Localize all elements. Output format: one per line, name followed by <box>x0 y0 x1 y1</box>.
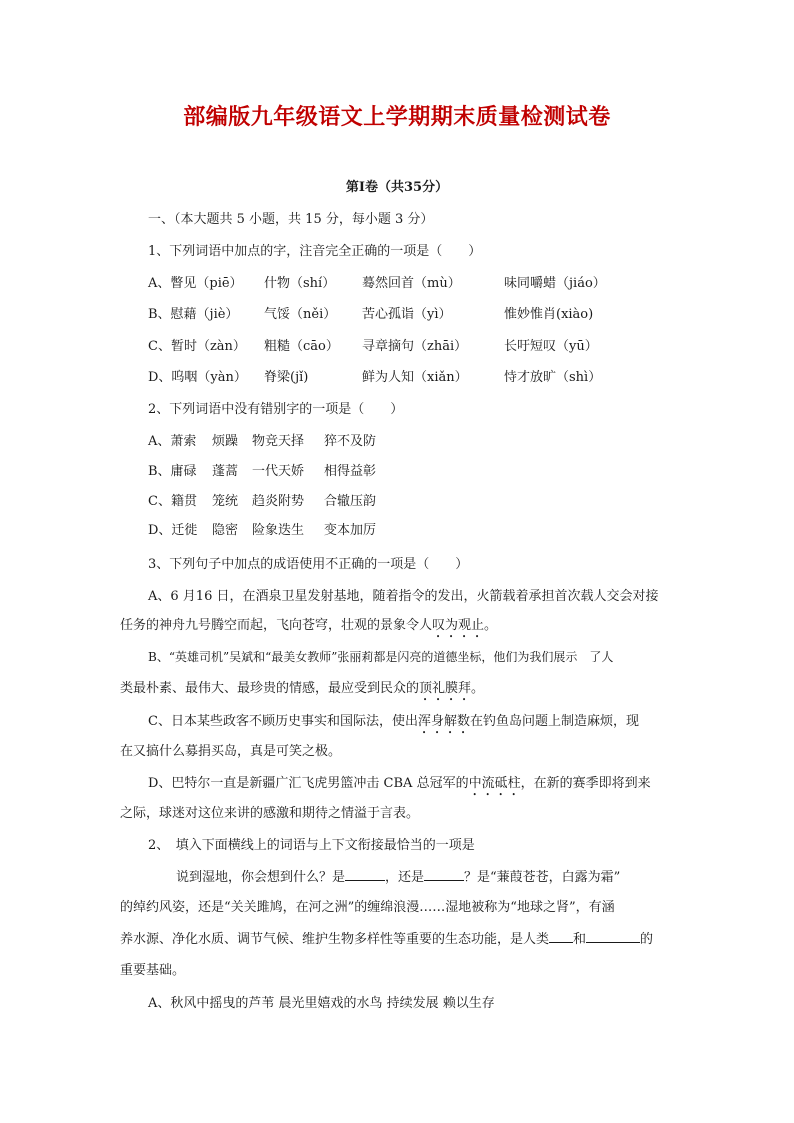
question-3-option-d-line1 <box>148 772 651 799</box>
option-item: 趋炎附势 <box>252 494 305 509</box>
option-item: D、迁徙 <box>148 523 198 538</box>
option-item: 鲜为人知（xiǎn） <box>362 370 468 385</box>
question-2-option-c <box>148 490 376 509</box>
answer-blank[interactable] <box>345 868 385 881</box>
option-item: 物竞天择 <box>252 434 305 449</box>
document-title: 部编版九年级语文上学期期末质量检测试卷 <box>183 104 611 130</box>
question-1-option-a <box>148 272 606 291</box>
option-item: B、庸碌 <box>148 464 197 479</box>
question-3-option-a-line1: A、6 月16 日，在酒泉卫星发射基地，随着指令的发出，火箭载着承担首次载人交会对接 <box>148 589 659 604</box>
option-item: 笼统 <box>212 494 239 509</box>
question-2-option-a <box>148 430 376 449</box>
text-segment: 和 <box>573 932 587 947</box>
question-3-option-c-line1 <box>148 710 639 737</box>
text-segment: 任务的神舟九号腾空而起，飞向苍穹，壮观的景象令人 <box>120 618 433 633</box>
option-item: 惟妙惟肖(xiào) <box>504 307 594 322</box>
option-item: 蓬蒿 <box>212 464 239 479</box>
question-3-option-c-line2: 在又搞什么募捐买岛，真是可笑之极。 <box>120 744 342 759</box>
text-segment: 。 <box>484 618 498 633</box>
option-item: 粗糙（cāo） <box>264 339 339 354</box>
text-segment: 。 <box>471 681 485 696</box>
option-item: 一代天娇 <box>252 464 305 479</box>
text-segment: ，还是 <box>385 870 425 885</box>
question-2-option-d <box>148 519 376 538</box>
text-segment: 在钓鱼岛问题上制造麻烦，现 <box>469 714 639 729</box>
question-4-stem: 2、 填入下面横线上的词语与上下文衔接最恰当的一项是 <box>148 838 475 853</box>
text-segment: C、日本某些政客不顾历史事实和国际法，使出 <box>148 714 418 729</box>
question-2-option-b <box>148 460 376 479</box>
text-segment: ，在新的赛季即将到来 <box>520 776 651 791</box>
option-item: 相得益彰 <box>324 464 377 479</box>
question-1-option-d <box>148 366 601 385</box>
option-item: 蓦然回首（mù） <box>362 276 461 291</box>
question-3-stem: 3、下列句子中加点的成语使用不正确的一项是（ ） <box>148 557 469 572</box>
question-4-option-a: A、秋风中摇曳的芦苇 晨光里嬉戏的水鸟 持续发展 赖以生存 <box>148 996 495 1011</box>
dotted-idiom: 浑身解数 <box>417 714 470 729</box>
part-instruction: 一、（本大题共 5 小题，共 15 分，每小题 3 分） <box>148 212 434 227</box>
section-heading: 第Ⅰ卷（共35分） <box>345 180 449 195</box>
question-1-stem: 1、下列词语中加点的字，注音完全正确的一项是（ ） <box>148 244 482 259</box>
option-item: 变本加厉 <box>324 523 377 538</box>
option-item: 寻章摘句（zhāi） <box>362 339 468 354</box>
text-segment: 类最朴素、最伟大、最珍贵的情感，最应受到民众的 <box>120 681 420 696</box>
option-item: 险象迭生 <box>252 523 305 538</box>
answer-blank[interactable] <box>424 868 464 881</box>
passage-line-1 <box>176 866 620 885</box>
option-item: 猝不及防 <box>324 434 377 449</box>
text-segment: ？是“蒹葭苍苍，白露为霜” <box>464 870 621 885</box>
text-segment: 说到湿地，你会想到什么？是 <box>176 870 346 885</box>
text-segment: 的 <box>640 932 654 947</box>
option-item: A、萧索 <box>148 434 197 449</box>
question-1-option-c <box>148 335 598 354</box>
dotted-idiom: 顶礼膜拜 <box>419 681 472 696</box>
option-item: 味同嚼蜡（jiáo） <box>504 276 606 291</box>
question-1-option-b <box>148 303 593 322</box>
question-3-option-a-line2 <box>120 614 680 641</box>
option-item: B、慰藉（jiè） <box>148 307 239 322</box>
option-item: 脊梁(jǐ) <box>264 370 309 385</box>
option-item: 长吁短叹（yū） <box>504 339 598 354</box>
question-3-option-b-line2 <box>120 677 680 704</box>
option-item: D、呜咽（yàn） <box>148 370 247 385</box>
passage-line-2: 的绰约风姿，还是“关关雎鸠，在河之洲”的缠绵浪漫……湿地被称为“地球之肾”，有涵 <box>120 900 615 915</box>
answer-blank[interactable] <box>586 930 640 943</box>
text-segment: D、巴特尔一直是新疆广汇飞虎男篮冲击 CBA 总冠军的 <box>148 776 469 791</box>
option-item: 恃才放旷（shì） <box>504 370 602 385</box>
option-item: 气馁（něi） <box>264 307 337 322</box>
answer-blank[interactable] <box>549 930 573 943</box>
passage-line-3 <box>120 928 680 947</box>
option-item: 合辙压韵 <box>324 494 377 509</box>
text-segment: 养水源、净化水质、调节气候、维护生物多样性等重要的生态功能，是人类 <box>120 932 550 947</box>
passage-line-4: 重要基础。 <box>120 963 186 978</box>
dotted-idiom: 叹为观止 <box>432 618 485 633</box>
question-3-option-d-line2: 之际，球迷对这位来讲的感激和期待之情溢于言表。 <box>120 806 420 821</box>
option-item: C、暂时（zàn） <box>148 339 246 354</box>
option-item: A、瞥见（piē） <box>148 276 243 291</box>
question-2-stem: 2、下列词语中没有错别字的一项是（ ） <box>148 402 404 417</box>
option-item: 苦心孤诣（yì） <box>362 307 452 322</box>
dotted-idiom: 中流砥柱 <box>468 776 521 791</box>
option-item: 烦躁 <box>212 434 239 449</box>
option-item: 隐密 <box>212 523 239 538</box>
question-3-option-b-line1: B、“英雄司机”吴斌和“最美女教师”张丽莉都是闪亮的道德坐标，他们为我们展示 了人 <box>148 650 614 664</box>
option-item: 什物（shí） <box>264 276 336 291</box>
option-item: C、籍贯 <box>148 494 197 509</box>
